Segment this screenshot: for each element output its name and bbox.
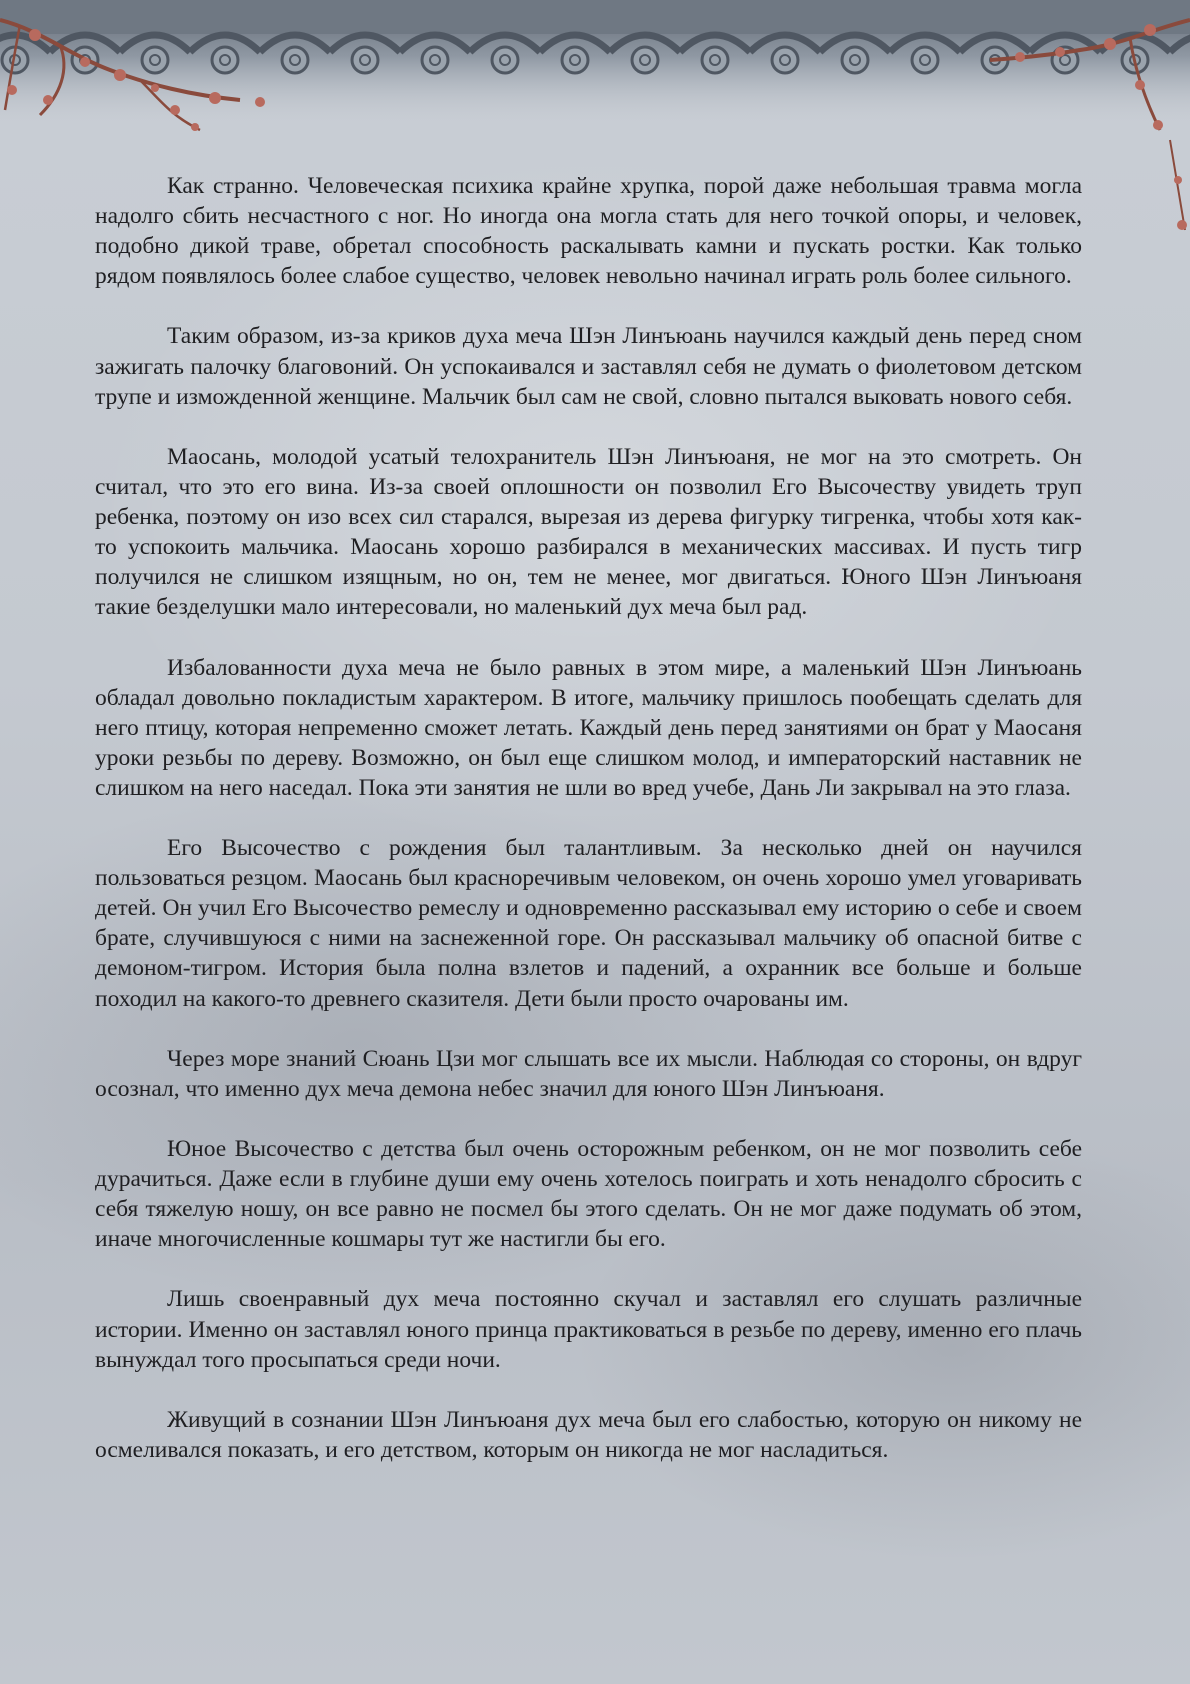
paragraph-8: Лишь своенравный дух меча постоянно скучал и заставлял его слушать различные истории. Именно он заставлял юного принца практиковаться в резьбе по дереву, именно его плачь вынуждал того просыпаться среди ночи. [95, 1286, 1082, 1373]
paragraph-5: Его Высочество с рождения был талантливым. За несколько дней он научился пользоваться резцом. Маосань был красноречивым человеком, он очень хорошо умел уговаривать детей. Он учил Его Высочество ремеслу и одновременно рассказывал ему историю о себе и своем брате, случившуюся с ними на заснеженной горе. Он рассказывал мальчику об опасной битве с демоном-тигром. История была полна взлетов и падений, а охранник все больше и больше походил на какого-то древнего сказителя. Дети были просто очарованы им. [95, 835, 1082, 1012]
roof-tile-cap [842, 47, 868, 73]
paragraph-6: Через море знаний Сюань Цзи мог слышать все их мысли. Наблюдая со стороны, он вдруг осознал, что именно дух меча демона небес значил для юного Шэн Линъюаня. [95, 1045, 1082, 1102]
paragraph-2: Таким образом, из-за криков духа меча Шэн Линъюань научился каждый день перед сном зажигать палочку благовоний. Он успокаивался и заставлял себя не думать о фиолетовом детском трупе и изможденной женщине. Мальчик был сам не свой, словно пытался выковать нового себя. [95, 323, 1082, 410]
roof-tile-cap [632, 47, 658, 73]
paragraph-3: Маосань, молодой усатый телохранитель Шэн Линъюаня, не мог на это смотреть. Он считал, что это его вина. Из-за своей оплошности он позволил Его Высочеству увидеть труп ребенка, поэтому он изо всех сил старался, вырезая из дерева фигурку тигренка, чтобы хотя как-то успокоить мальчика. Маосань хорошо разбирался в механических массивах. И пусть тигр получился не слишком изящным, но он, тем не менее, мог двигаться. Юного Шэн Линъюаня такие безделушки мало интересовали, но маленький дух меча был рад. [95, 443, 1082, 621]
roof-tile-cap [772, 47, 798, 73]
paragraph-7: Юное Высочество с детства был очень осторожным ребенком, он не мог позволить себе дурачиться. Даже если в глубине души ему очень хотелось поиграть и хоть ненадолго сбросить с себя тяжелую ношу, он все равно не посмел бы этого сделать. Он не мог даже подумать об этом, иначе многочисленные кошмары тут же настигли бы его. [95, 1136, 1082, 1253]
paragraph-1: Как странно. Человеческая психика крайне хрупка, порой даже небольшая травма могла надолго сбить несчастного с ног. Но иногда она могла стать для него точкой опоры, и человек, подобно дикой траве, обретал способность раскалывать камни и пускать ростки. Как только рядом появлялось более слабое существо, человек невольно начинал играть роль более сильного. [95, 173, 1082, 290]
blossom-branch-left-decoration [0, 0, 320, 140]
roof-tile-cap [422, 47, 448, 73]
roof-tile-cap [352, 47, 378, 73]
document-body [95, 171, 1082, 1465]
roof-tile-cap [492, 47, 518, 73]
roof-tile-cap [562, 47, 588, 73]
paragraph-9: Живущий в сознании Шэн Линъюаня дух меча был его слабостью, которую он никому не осмеливался показать, и его детством, которым он никогда не мог насладиться. [95, 1406, 1082, 1463]
paragraph-4: Избалованности духа меча не было равных в этом мире, а маленький Шэн Линъюань обладал довольно покладистым характером. В итоге, мальчику пришлось пообещать сделать для него птицу, которая непременно сможет летать. Каждый день перед занятиями он брат у Маосаня уроки резьбы по дереву. Возможно, он был еще слишком молод, и императорский наставник не слишком на него наседал. Пока эти занятия не шли во вред учебе, Дань Ли закрывал на это глаза. [95, 654, 1082, 801]
roof-tile-cap [912, 47, 938, 73]
roof-tile-cap [702, 47, 728, 73]
